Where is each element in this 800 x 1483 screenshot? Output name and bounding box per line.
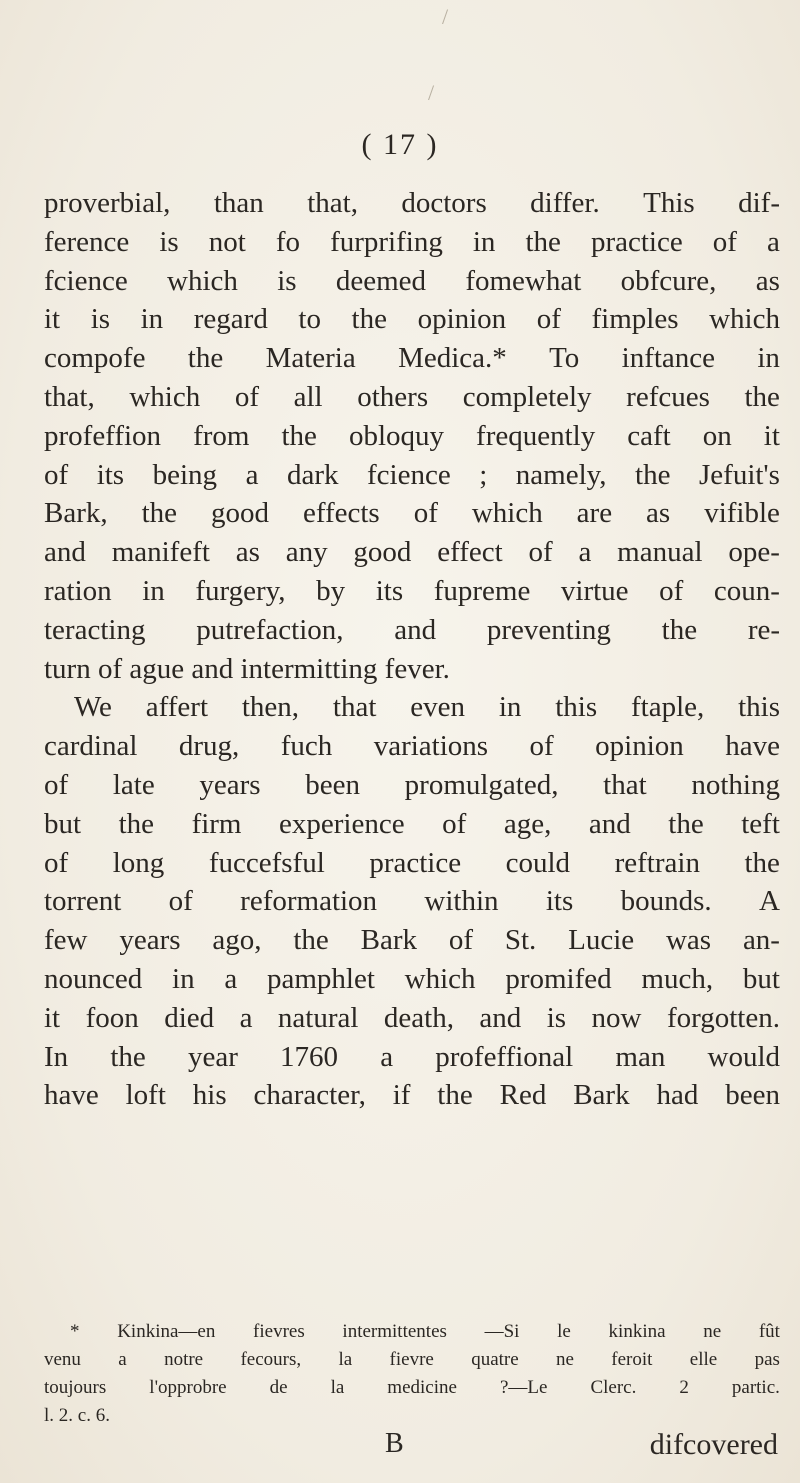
text-line: but the firm experience of age, and the teft — [44, 807, 780, 840]
text-line: and manifeft as any good effect of a manual ope- — [44, 536, 780, 569]
text-line: torrent of reformation within its bounds. A — [44, 885, 780, 918]
text-line: profeffion from the obloquy frequently caft on it — [44, 419, 780, 452]
text-line: Bark, the good effects of which are as vifible — [44, 497, 780, 530]
text-line: In the year 1760 a profeffional man would — [44, 1040, 780, 1073]
margin-mark: / — [442, 4, 449, 29]
text-line: few years ago, the Bark of St. Lucie was an- — [44, 924, 780, 957]
text-line: of its being a dark fcience ; namely, the Jefuit's — [44, 458, 780, 491]
text-line: fcience which is deemed fomewhat obfcure, as — [44, 264, 780, 297]
text-line: it is in regard to the opinion of fimples which — [44, 303, 780, 336]
text-line: ration in furgery, by its fupreme virtue of coun- — [44, 574, 780, 607]
text-line: it foon died a natural death, and is now forgotten. — [44, 1001, 780, 1034]
text-line: We affert then, that even in this ftaple, this — [74, 691, 780, 724]
footnote-line: l. 2. c. 6. — [44, 1405, 110, 1426]
body-text — [44, 184, 780, 1115]
footnote — [44, 1318, 780, 1430]
text-line: of long fuccefsful practice could reftrain the — [44, 846, 780, 879]
text-line: compofe the Materia Medica.* To inftance in — [44, 342, 780, 375]
footnote-line: venu a notre fecours, la fievre quatre ne feroit elle pas — [44, 1349, 780, 1370]
catchword: difcovered — [649, 1428, 778, 1461]
page-number: ( 17 ) — [361, 128, 439, 161]
margin-mark: / — [428, 80, 435, 105]
text-line: of late years been promulgated, that nothing — [44, 768, 780, 801]
text-line: ference is not fo furprifing in the practice of a — [44, 225, 780, 258]
footnote-line: toujours l'opprobre de la medicine ?—Le Clerc. 2 partic. — [44, 1377, 780, 1398]
text-line: that, which of all others completely refcues the — [44, 380, 780, 413]
text-line: cardinal drug, fuch variations of opinion have — [44, 730, 780, 763]
text-line: turn of ague and intermitting fever. — [44, 652, 450, 685]
footnote-line: * Kinkina—en fievres intermittentes —Si le kinkina ne fût — [70, 1321, 780, 1342]
text-line: teracting putrefaction, and preventing the re- — [44, 613, 780, 646]
text-line: nounced in a pamphlet which promifed much, but — [44, 962, 780, 995]
text-line: proverbial, than that, doctors differ. This dif- — [44, 187, 780, 219]
signature-mark: B — [385, 1428, 404, 1459]
text-line: have loft his character, if the Red Bark had been — [44, 1079, 780, 1112]
